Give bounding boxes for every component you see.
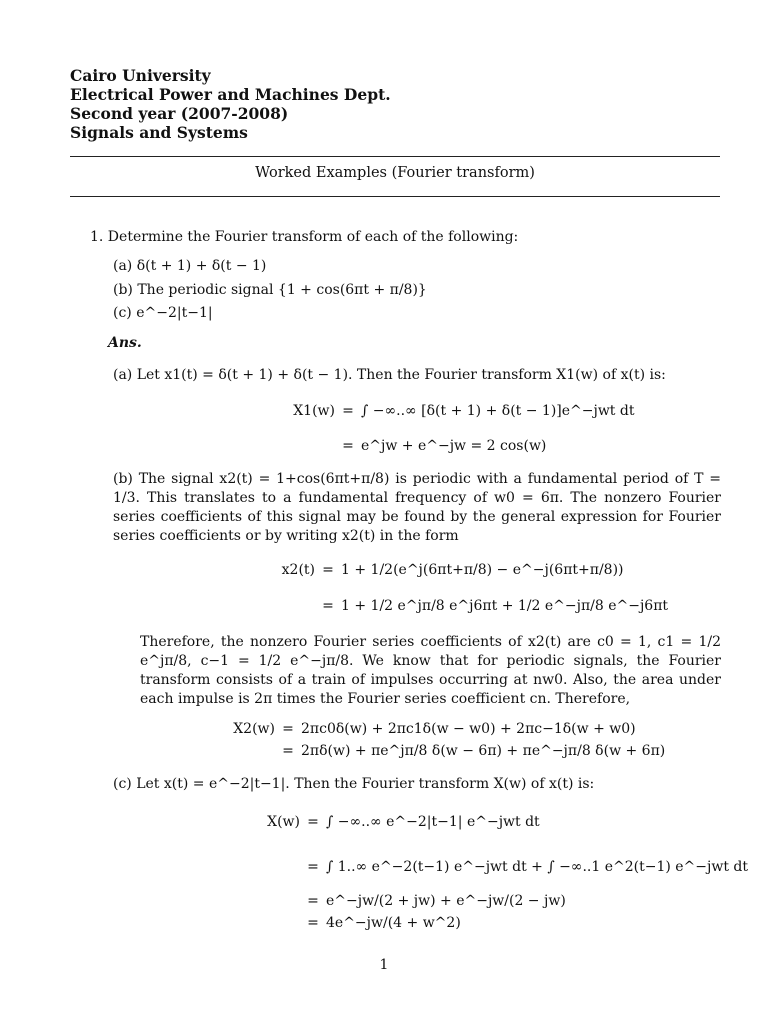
equation-rhs: ∫ −∞..∞ [δ(t + 1) + δ(t − 1)]e^−jwt dt (361, 403, 635, 419)
equation-lhs: X2(w) (233, 721, 275, 737)
equation-rhs: 2πδ(w) + πe^jπ/8 δ(w − 6π) + πe^−jπ/8 δ(w + 6π) (301, 743, 666, 759)
header-course: Signals and Systems (70, 123, 248, 142)
question-item-a: (a) δ(t + 1) + δ(t − 1) (113, 258, 267, 274)
part-b-equation-3 (200, 720, 636, 739)
equation-rhs: 2πc0δ(w) + 2πc1δ(w − w0) + 2πc−1δ(w + w0) (301, 721, 636, 737)
header-university: Cairo University (70, 66, 211, 85)
equation-rhs: 1 + 1/2(e^j(6πt+π/8) − e^−j(6πt+π/8)) (341, 562, 624, 578)
part-c-equation-2 (220, 858, 748, 877)
question-item-b: (b) The periodic signal {1 + cos(6πt + π/8)} (113, 282, 427, 298)
equals-sign: = (342, 438, 354, 454)
part-c-text: (c) Let x(t) = e^−2|t−1|. Then the Fourier transform X(w) of x(t) is: (113, 776, 595, 792)
answer-label: Ans. (108, 335, 142, 351)
header-department: Electrical Power and Machines Dept. (70, 85, 391, 104)
page-number: 1 (379, 957, 389, 973)
equation-lhs: x2(t) (281, 562, 315, 578)
part-a-equation-2 (240, 437, 546, 456)
part-c-equation-3 (220, 892, 566, 911)
equals-sign: = (282, 721, 294, 737)
part-b-equation-1 (220, 561, 624, 580)
course-header (70, 66, 391, 142)
equation-lhs: X1(w) (293, 403, 335, 419)
header-year: Second year (2007-2008) (70, 104, 289, 123)
part-c-equation-1 (220, 813, 540, 832)
equation-rhs: 4e^−jw/(4 + w^2) (326, 915, 461, 931)
equals-sign: = (282, 743, 294, 759)
part-b-equation-2 (220, 597, 668, 616)
equation-rhs: ∫ 1..∞ e^−2(t−1) e^−jwt dt + ∫ −∞..1 e^2(t−1) e^−jwt dt (326, 859, 749, 875)
equals-sign: = (307, 893, 319, 909)
equals-sign: = (322, 562, 334, 578)
equation-rhs: ∫ −∞..∞ e^−2|t−1| e^−jwt dt (326, 814, 540, 830)
part-c-equation-4 (220, 914, 461, 933)
equals-sign: = (342, 403, 354, 419)
page-title: Worked Examples (Fourier transform) (255, 165, 535, 181)
equation-rhs: e^jw + e^−jw = 2 cos(w) (361, 438, 547, 454)
top-rule (70, 156, 720, 157)
question-intro: 1. Determine the Fourier transform of each of the following: (90, 229, 519, 245)
equation-rhs: e^−jw/(2 + jw) + e^−jw/(2 − jw) (326, 893, 566, 909)
equation-lhs: X(w) (267, 814, 300, 830)
equals-sign: = (307, 859, 319, 875)
equals-sign: = (307, 814, 319, 830)
part-b-paragraph-2: Therefore, the nonzero Fourier series coefficients of x2(t) are c0 = 1, c1 = 1/2 e^jπ/8, c−1 = 1/2 e^−jπ/8. We know that for periodic signals, the Fourier transform consists of a train of impulses occurring at nw0. Also, the area under each impulse is 2π times the Fourier series coefficient cn. Therefore, (140, 634, 721, 707)
equals-sign: = (307, 915, 319, 931)
part-b-paragraph-1: (b) The signal x2(t) = 1+cos(6πt+π/8) is periodic with a fundamental period of T = 1/3. This translates to a fundamental frequency of w0 = 6π. The nonzero Fourier series coefficients of this signal may be found by the general expression for Fourier series coefficients or by writing x2(t) in the form (113, 471, 721, 544)
question-item-c: (c) e^−2|t−1| (113, 305, 213, 321)
part-b-equation-4 (200, 742, 665, 761)
part-a-text: (a) Let x1(t) = δ(t + 1) + δ(t − 1). Then the Fourier transform X1(w) of x(t) is: (113, 367, 666, 383)
equals-sign: = (322, 598, 334, 614)
equation-rhs: 1 + 1/2 e^jπ/8 e^j6πt + 1/2 e^−jπ/8 e^−j6πt (341, 598, 669, 614)
part-a-equation-1 (240, 402, 634, 421)
bottom-rule (70, 196, 720, 197)
